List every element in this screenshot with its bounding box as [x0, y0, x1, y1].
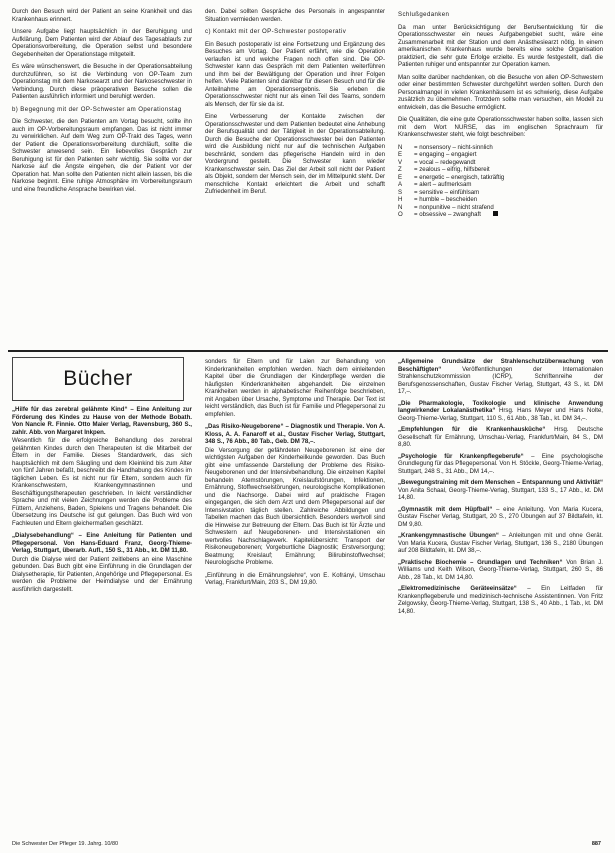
conclusion-heading: Schlußgedanken — [398, 11, 450, 18]
paragraph: Die Qualitäten, die eine gute Operationsschwester haben sollte, lassen sich mit dem Wort NURSE, das im englischen Sprachraum für Krankenschwester steht, wie folgt beschreiben: — [398, 116, 603, 138]
book-entry — [398, 426, 603, 449]
book-details: – Ein Leitfaden für Krankenpflegeberufe und medizinisch-technische Assistentinnen. Von Fritz Zelgowsky, Georg-Thieme-Verlag, Stuttgart, 138 S., 40 Abb., 1 Tab., kt. DM 14,80. — [398, 585, 603, 615]
book-details: Hrsg. Hans Meyer und Hans Nolte, Georg-Thieme-Verlag, Stuttgart, 110 S., 61 Abb., 38 Tab., kt. DM 34,–. — [398, 407, 603, 422]
paragraph: Da man unter Berücksichtigung der Berufsentwicklung für die Operationsschwester ein neues Aufgabengebiet sucht, wäre eine Zusammenarbeit mit der Station und dem Anästhesiearzt nötig. In einem amerikanischen Krankenhaus wurde bereits eine solche Organisation praktiziert, die sehr gute Erfolge erzielte. Es wurde festgestellt, daß die Patienten ruhiger und entspannter zur Operation kamen. — [398, 23, 603, 68]
book-review: Wesentlich für die erfolgreiche Behandlung des zerebral gelähmten Kindes durch den Therapeuten ist die Mitarbeit der Eltern in der Familie. Dieses Standardwerk, das sich hauptsächlich mit dem Säugling und dem Kleinkind bis zum Alter von fünf Jahren befaßt, beschreibt die Handhabung des Kindes im täglichen Leben. Es ist nicht nur für Eltern, sondern auch für Krankenschwestern, Krankengymnastinnen und Beschäftigungstherapeuten geschrieben. In leicht verständlicher Sprache und mit vielen Zeichnungen werden die Probleme des Füttern, Anziehens, Baden, Spielens und Tragens behandelt. Die Übersetzung ins Deutsche ist gut gelungen. Das Buch wird von Fachleuten und Eltern gleichermaßen geschätzt. — [12, 437, 192, 527]
list-item: E = energetic – energisch, tatkräftig — [398, 173, 505, 181]
top-column-2 — [205, 8, 385, 343]
books-column-3 — [398, 358, 603, 828]
paragraph: Durch den Besuch wird der Patient an seine Krankheit und das Krankenhaus erinnert. — [12, 8, 192, 23]
book-title: „Psychologie für Krankenpflegeberufe“ — [398, 452, 524, 460]
section-heading-c: c) Kontakt mit der OP-Schwester postoperativ — [205, 28, 347, 35]
book-title: „Gymnastik mit dem Hüpfball“ — [398, 505, 493, 513]
list-item: V = vocal – redegewandt — [398, 158, 476, 166]
book-entry — [398, 453, 603, 476]
paragraph: Man sollte darüber nachdenken, ob die Besuche von allen OP-Schwestern oder einer bestimmten Schwester durchgeführt werden sollten. Durch den Personalmangel in vielen Krankenhäusern ist es schwierig, diese Aufgabe zusätzlich zu übernehmen. Trotzdem sollte man versuchen, ein Modell zu entwickeln, das die Besuche ermöglicht. — [398, 73, 603, 111]
list-item: N = nonsensory – nicht-sinnlich — [398, 143, 493, 151]
book-entry — [398, 559, 603, 582]
book-entry — [398, 358, 603, 396]
top-column-3 — [398, 8, 603, 343]
book-details: – eine Anleitung. Von Maria Kucera, Gustav Fischer Verlag, Stuttgart, 20 S., 270 Übungen auf 37 Bildtafeln, kt. DM 9,80. — [398, 505, 603, 528]
books-column-2 — [205, 358, 385, 824]
book-review: sonders für Eltern und für Laien zur Behandlung von Kinderkrankheiten empfohlen werden. Nach dem einleitenden Kapitel über die Grundlagen der Kinderpflege werden die häufigsten Kinderkrankheiten abgehandelt. Die einzelnen Krankheiten werden in alphabetischer Reihenfolge beschrieben, mit Angaben über Ursache, Symptome und Therapie. Der Text ist leicht verständlich, das Buch ist für Familie und Pflegepersonal zu empfehlen. — [205, 358, 385, 418]
book-review: Durch die Dialyse wird der Patient zeitlebens an eine Maschine gebunden. Das Buch gibt eine Einführung in die Grundlagen der Dialysetherapie, für Patienten, Angehörige und Pflegepersonal. Es werden die Probleme der Heimdialyse und der Ernährung ausführlich dargestellt. — [12, 555, 192, 593]
book-review: Die Versorgung der gefährdeten Neugeborenen ist eine der wichtigsten Aufgaben der Kinderheilkunde geworden. Das Buch gibt eine umfassende Darstellung der Probleme des Risiko-Neugeborenen und der Intensivbehandlung. Die einzelnen Kapitel behandeln Atemstörungen, Kreislaufstörungen, Infektionen, Ernährung, Stoffwechselstörungen, neurologische Komplikationen und die Nachsorge. Dabei wird auf praktische Fragen eingegangen, die sich dem Arzt und dem Pflegepersonal auf der Intensivstation täglich stellen. Zahlreiche Abbildungen und Tabellen machen das Buch übersichtlich. Besonders wertvoll sind die Hinweise zur Betreuung der Eltern. Das Buch ist für Ärzte und Schwestern auf Neugeborenen- und Intensivstationen ein wertvolles Nachschlagewerk. Kapitelübersicht: Transport der Risikoneugeborenen; Vorgeburtliche Diagnostik; Erstversorgung; Beatmung; Kreislauf; Ernährung; Bilirubinstoffwechsel; Neurologische Probleme. — [205, 446, 385, 566]
page-number: 887 — [591, 841, 601, 847]
book-title: „Das Risiko-Neugeborene“ – Diagnostik und Therapie. Von A. Kloss, A. A. Fanaroff et al., Gustav Fischer Verlag, Stuttgart, 348 S., 76 Abb., 80 Tab., Geb. DM 78,–. — [205, 423, 385, 445]
book-details: Veröffentlichungen der Internationalen Strahlenschutzkommission (ICRP), Schriftenreihe der Berufsgenossenschaften, Gustav Fischer Verlag, Stuttgart, 43 S., kt. DM 17,–. — [398, 365, 603, 395]
paragraph: Es wäre wünschenswert, die Besuche in der Operationsabteilung durchzuführen, so ist die Verbindung von OP-Team zum Operationstag mit dem Narkosearzt und der Narkoseschwester in Verbindung. Durch diese präoperativen Besuche sollen die Patienten ausführlich informiert und beruhigt werden. — [12, 63, 192, 100]
books-section-banner — [12, 357, 184, 401]
book-title: „Bewegungstraining mit dem Menschen – Entspannung und Aktivität“ — [398, 479, 603, 486]
list-item: N = nonpunitive – nicht strafend — [398, 203, 494, 211]
book-title: „Hilfe für das zerebral gelähmte Kind“ – Eine Anleitung zur Förderung des Kindes zu Hause von der Methode Bobath. Von Nancie R. Finnie. Otto Maier Verlag, Ravensburg, 360 S., zahlr. Abb. von Margaret Inkpen. — [12, 406, 192, 436]
book-title: „Die Pharmakologie, Toxikologie und klinische Anwendung langwirkender Lokalanästhetika“ — [398, 399, 603, 414]
book-title: „Elektromedizinische Geräteeinsätze“ — [398, 585, 517, 592]
book-title: „Krankengymnastische Übungen“ — [398, 532, 499, 539]
book-details: – Anleitungen mit und ohne Gerät. Von Maria Kucera, Gustav Fischer Verlag, Stuttgart, 136 S., 2180 Übungen auf 208 Bildtafeln, kt. DM 38,–. — [398, 532, 603, 554]
book-title: „Einführung in die Ernährungslehre“, von E. Kofrányi, Umschau Verlag, Frankfurt/Main, 203 S., DM 19,80. — [205, 571, 385, 586]
journal-footer: Die Schwester Der Pfleger 19. Jahrg. 10/80 — [12, 841, 119, 847]
list-item: H = humble – bescheiden — [398, 196, 478, 203]
list-item: E = engaging – engagiert — [398, 151, 477, 158]
book-title: „Empfehlungen für die Krankenhausküche“ — [398, 426, 546, 433]
books-column-1 — [12, 404, 192, 824]
list-item: Z = zealous – eifrig, hilfsbereit — [398, 166, 490, 173]
book-entry — [398, 479, 603, 502]
list-item: A = alert – aufmerksam — [398, 181, 472, 188]
book-details: Hrsg. Deutsche Gesellschaft für Ernährung, Umschau-Verlag, Frankfurt/Main, 84 S., DM 8,80. — [398, 426, 603, 448]
nurse-qualities-list — [398, 144, 603, 219]
book-entry — [398, 506, 603, 529]
paragraph: den. Dabei sollten Gespräche des Personals in angespannter Situation vermieden werden. — [205, 8, 385, 23]
banner-title: Bücher — [63, 367, 133, 390]
book-title: „Praktische Biochemie – Grundlagen und Techniken“ — [398, 558, 563, 566]
section-divider — [8, 350, 608, 352]
book-entry — [398, 400, 603, 423]
list-item: S = sensitive – einfühlsam — [398, 188, 480, 196]
end-mark-icon — [493, 211, 498, 216]
section-heading-b: b) Begegnung mit der OP-Schwester am Operationstag — [12, 105, 182, 113]
book-details: – Eine psychologische Grundlegung für das Pflegepersonal. Von H. Stöckle, Georg-Thieme-Verlag, Stuttgart, 248 S., 31 Abb., DM 14,–. — [398, 452, 603, 475]
top-column-1 — [12, 8, 192, 343]
paragraph: Die Schwester, die den Patienten am Vortag besucht, sollte ihn auch im OP-Vorbereitungsraum empfangen. Das ist nicht immer zu verwirklichen. Auf dem Weg zum OP-Trakt des Tages, wenn der Patient die Operationsvorbereitung durchläuft, sollte die Schwester anwesend sein. Ein liebevolles Gespräch zur Beruhigung ist für den Patienten sehr wichtig. Sie sollte vor der Narkose auf die Ängste eingehen, die der Patient vor der Operation hat. Man sollte den Patienten nicht allein lassen, bis die Narkose beginnt. Eine ruhige Atmosphäre im Vorbereitungsraum und eine freundliche Ansprache bewirken viel. — [12, 118, 192, 193]
paragraph: Unsere Aufgabe liegt hauptsächlich in der Beruhigung und Aufklärung. Dem Patienten wird der Ablauf des Tagesablaufs zur Operationsvorbereitung, die Operation selbst und besondere Gegebenheiten der Operationstage mitgeteilt. — [12, 28, 192, 58]
book-details: Von Anita Schaal, Georg-Thieme-Verlag, Stuttgart, 133 S., 17 Abb., kt. DM 14,80. — [398, 486, 603, 501]
book-title: „Dialysebehandlung“ – Eine Anleitung für Patienten und Pflegepersonal. Von Hans-Eduard Franz, Georg-Thieme-Verlag, Stuttgart, überarb. Aufl., 150 S., 31 Abb., kt. DM 11,80. — [12, 532, 192, 554]
book-details: Von Brian J. Williams und Keith Wilson, Georg-Thieme-Verlag, Stuttgart, 260 S., 86 Abb., 28 Tab., kt. DM 14,80. — [398, 558, 603, 581]
book-entry — [398, 532, 603, 555]
book-title: „Allgemeine Grundsätze der Strahlenschutzüberwachung von Beschäftigten“ — [398, 358, 603, 373]
list-item: O = obsessive – zwanghaft — [398, 211, 603, 219]
book-entry — [398, 585, 603, 615]
paragraph: Ein Besuch postoperativ ist eine Fortsetzung und Ergänzung des Besuches am Vortag. Der Patient erfährt, wie die Operation verlaufen ist und welche Fragen noch offen sind. Die OP-Schwester kann das Gespräch mit dem Patienten weiterführen und ihm bei der Bewältigung der Operation und ihrer Folgen helfen. Viele Patienten sind dankbar für diesen Besuch und für die Anteilnahme am Operationsergebnis. Sie erleben die Operationsschwester nicht nur als einen Teil des Teams, sondern als Mensch, der für sie da ist. — [205, 40, 385, 108]
paragraph: Eine Verbesserung der Kontakte zwischen der Operationsschwester und dem Patienten bedeutet eine Anhebung der Berufsqualität und der Tätigkeit in der Operationsabteilung. Durch die Besuche der Operationsschwester bei den Patienten wird die Ausbildung nicht nur auf die technischen Aufgaben beschränkt, sondern das pflegerische Handeln wird in den Vordergrund gestellt. Die Schwester kann wieder Krankenschwester sein. Das Ziel der Arbeit soll nicht der Patient als Objekt, sondern der Mensch sein, der im Mittelpunkt steht. Der menschliche Kontakt erleichtert die Arbeit und schafft Zufriedenheit im Beruf. — [205, 113, 385, 195]
